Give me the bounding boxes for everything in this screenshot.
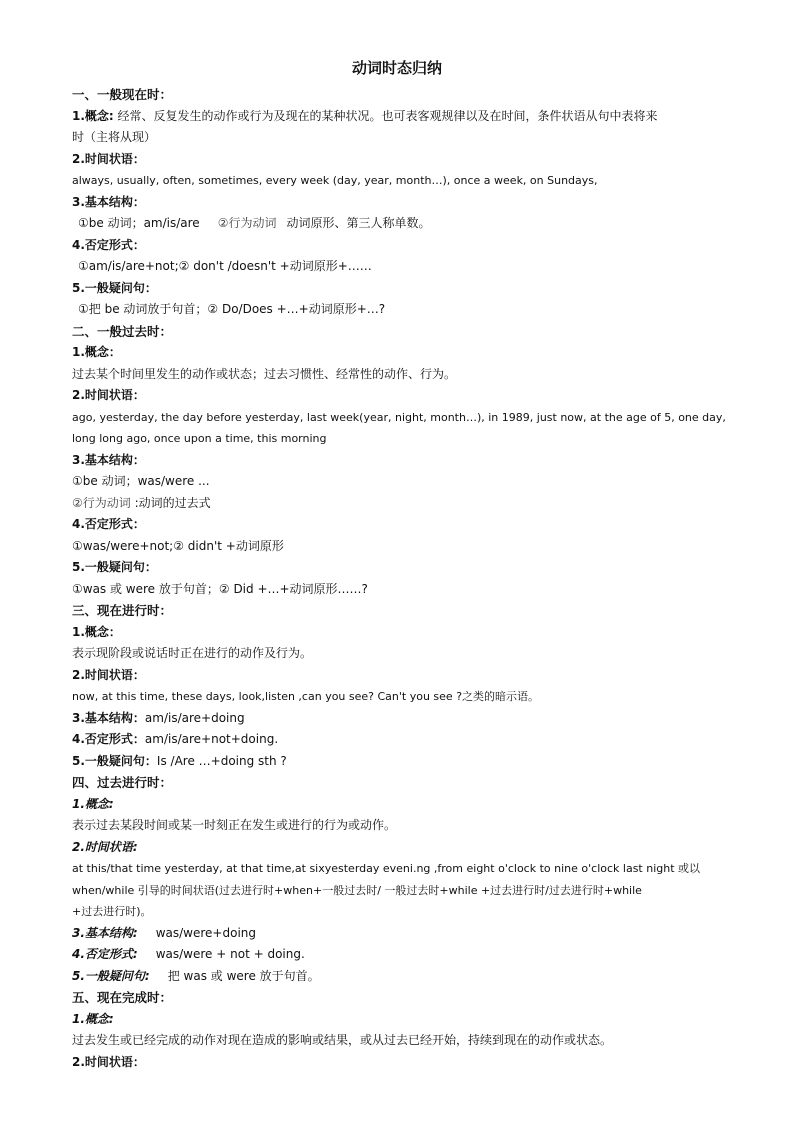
struct-line bbox=[72, 923, 752, 945]
struct-c: 动词原形、第三人称单数。 bbox=[286, 216, 431, 230]
document-body bbox=[72, 84, 752, 1073]
time-text: at this/that time yesterday, at that time,at sixyesterday eveni.ng ,from eight o'clock to nine o'clock last night 或以 bbox=[72, 862, 701, 875]
concept-line bbox=[72, 106, 752, 128]
concept-text: 过去发生或已经完成的动作对现在造成的影响或结果，或从过去已经开始，持续到现在的动作或状态。 bbox=[72, 1033, 613, 1047]
time-text: now, at this time, these days, look,listen ,can you see? Can't you see ?之类的暗示语。 bbox=[72, 690, 540, 703]
struct-label: 3.基本结构: bbox=[72, 925, 138, 940]
concept-label: 1.概念： bbox=[72, 624, 121, 639]
neg-line bbox=[72, 729, 752, 751]
question-label: 5.一般疑问句： bbox=[72, 560, 157, 574]
concept-text: 经常、反复发生的动作或行为及现在的某种状况。也可表客观规律以及在时间，条件状语从句中表将来 bbox=[113, 108, 658, 123]
section-heading: 四、过去进行时： bbox=[72, 775, 173, 790]
question-text: 把 was 或 were 放于句首。 bbox=[167, 968, 320, 983]
concept-label: 1.概念: bbox=[72, 108, 114, 123]
struct-a: ①be 动词；am/is/are bbox=[78, 216, 200, 230]
time-text-cont: long long ago, once upon a time, this morning bbox=[72, 432, 327, 445]
struct-label: 3.基本结构： bbox=[72, 194, 145, 209]
struct-text: was/were+doing bbox=[155, 925, 257, 940]
struct-line bbox=[72, 493, 752, 515]
time-text-cont2: +过去进行时)。 bbox=[72, 905, 152, 918]
question-line bbox=[72, 751, 752, 773]
time-label: 2.时间状语: bbox=[72, 839, 138, 854]
concept-text: 过去某个时间里发生的动作或状态；过去习惯性、经常性的动作、行为。 bbox=[72, 366, 457, 381]
time-label: 2.时间状语： bbox=[72, 151, 145, 166]
struct-text: am/is/are+doing bbox=[144, 710, 245, 725]
question-line bbox=[72, 966, 752, 988]
struct-b: ②行为动词 bbox=[72, 495, 131, 510]
neg-label: 4.否定形式： bbox=[72, 517, 145, 531]
time-text-cont: when/while 引导的时间状语(过去进行时+when+一般过去时/ 一般过去时+while +过去进行时/过去进行时+while bbox=[72, 883, 642, 897]
neg-label: 4.否定形式： bbox=[72, 237, 145, 252]
neg-label: 4.否定形式: bbox=[72, 947, 138, 961]
concept-text: 表示过去某段时间或某一时刻正在发生或进行的行为或动作。 bbox=[72, 818, 397, 832]
concept-text: 表示现阶段或说话时正在进行的动作及行为。 bbox=[72, 646, 313, 660]
question-text: Is /Are …+doing sth ? bbox=[156, 753, 287, 768]
time-text: always, usually, often, sometimes, every week (day, year, month…), once a week, on Sundays, bbox=[72, 174, 598, 187]
struct-line bbox=[72, 213, 752, 235]
neg-label: 4.否定形式： bbox=[72, 732, 145, 746]
time-text: ago, yesterday, the day before yesterday, last week(year, night, month…), in 1989, just now, at the age of 5, one day, bbox=[72, 410, 726, 424]
concept-label: 1.概念： bbox=[72, 345, 121, 359]
section-heading: 三、现在进行时： bbox=[72, 603, 173, 618]
page-title: 动词时态归纳 bbox=[351, 59, 442, 77]
section-heading: 一、一般现在时： bbox=[72, 87, 173, 102]
time-label: 2.时间状语： bbox=[72, 1054, 145, 1069]
question-label: 5.一般疑问句： bbox=[72, 753, 157, 768]
question-text: ①把 be 动词放于句首；② Do/Does +…+动词原形+…? bbox=[78, 302, 386, 316]
concept-label: 1.概念: bbox=[72, 1011, 114, 1026]
neg-text: ①am/is/are+not;② don't /doesn't +动词原形+…… bbox=[78, 259, 372, 273]
question-text: ①was 或 were 放于句首；② Did +…+动词原形……? bbox=[72, 581, 368, 596]
struct-b: ②行为动词 bbox=[217, 216, 277, 230]
struct-label: 3.基本结构： bbox=[72, 710, 145, 725]
time-label: 2.时间状语： bbox=[72, 667, 145, 682]
neg-line bbox=[72, 944, 752, 966]
concept-label: 1.概念: bbox=[72, 796, 114, 811]
struct-line bbox=[72, 708, 752, 730]
neg-text: am/is/are+not+doing. bbox=[144, 732, 279, 746]
question-label: 5.一般疑问句: bbox=[72, 968, 150, 983]
section-heading: 五、现在完成时： bbox=[72, 990, 173, 1005]
question-label: 5.一般疑问句： bbox=[72, 280, 157, 295]
section-heading: 二、一般过去时： bbox=[72, 323, 173, 339]
time-label: 2.时间状语： bbox=[72, 388, 145, 402]
neg-text: was/were + not + doing. bbox=[155, 947, 305, 961]
struct-c: :动词的过去式 bbox=[130, 495, 211, 510]
struct-a: ①be 动词；was/were ... bbox=[72, 474, 210, 488]
neg-text: ①was/were+not;② didn't +动词原形 bbox=[72, 538, 284, 553]
struct-label: 3.基本结构： bbox=[72, 452, 145, 467]
concept-text-cont: 时（主将从现） bbox=[72, 130, 157, 144]
